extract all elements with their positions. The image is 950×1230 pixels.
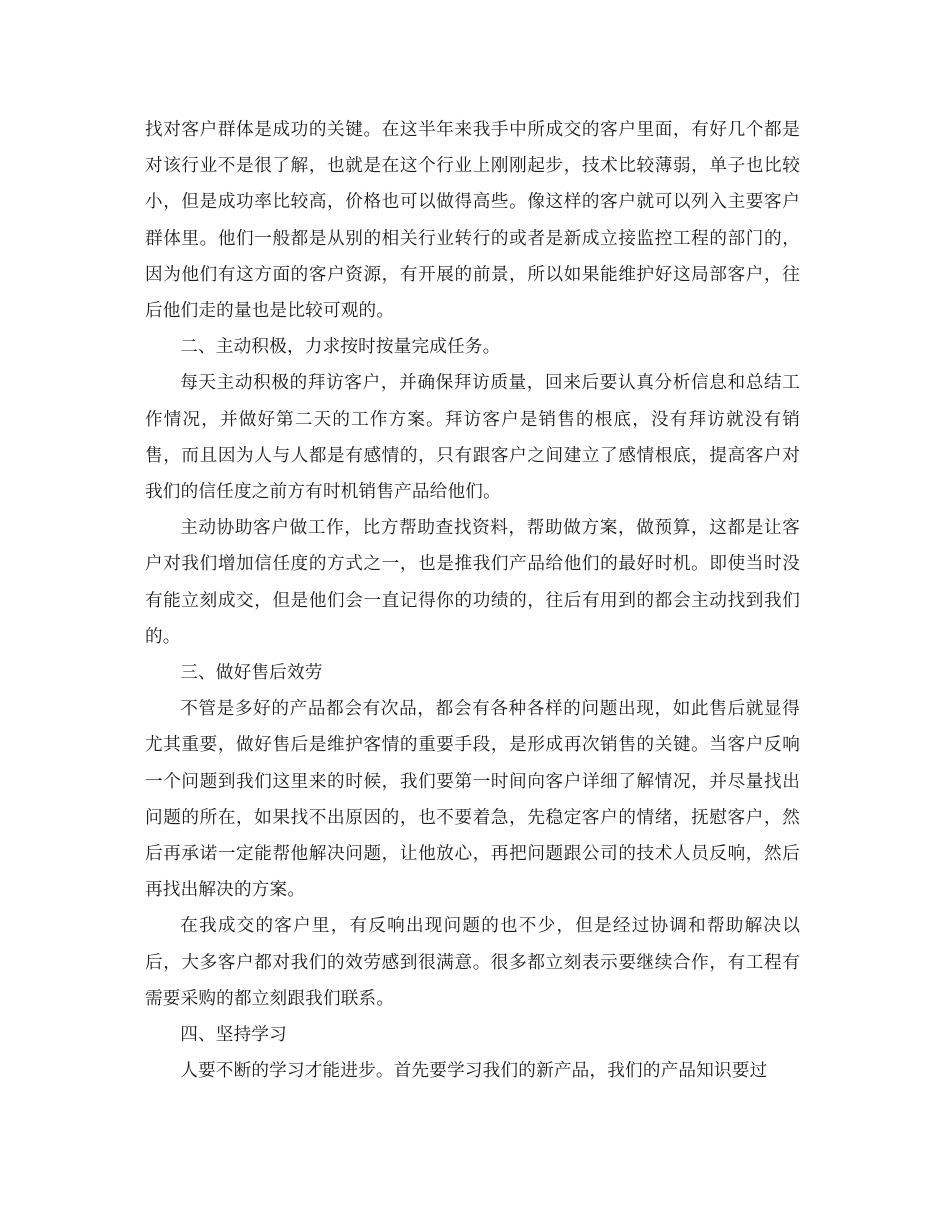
paragraph-keep-learning: 人要不断的学习才能进步。首先要学习我们的新产品，我们的产品知识要过 (180, 1061, 768, 1082)
paragraph-client-feedback: 在我成交的客户里，有反响出现问题的也不少，但是经过协调和帮助解决以后，大多客户都对我们的效劳感到很满意。很多都立刻表示要继续合作，有工程有需要采购的都立刻跟我们联系。 (145, 916, 800, 1009)
section-heading-4: 四、坚持学习 (180, 1025, 287, 1046)
paragraph-assist-clients: 主动协助客户做工作，比方帮助查找资料，帮助做方案，做预算，这都是让客户对我们增加信任度的方式之一，也是推我们产品给他们的最好时机。即使当时没有能立刻成交，但是他们会一直记得你的功绩的，往后有用到的都会主动找到我们的。 (145, 518, 800, 647)
paragraph-continuation: 找对客户群体是成功的关键。在这半年来我手中所成交的客户里面，有好几个都是对该行业不是很了解，也就是在这个行业上刚刚起步，技术比较薄弱，单子也比较小，但是成功率比较高，价格也可以做得高些。像这样的客户就可以列入主要客户群体里。他们一般都是从别的相关行业转行的或者是新成立接监控工程的部门的，因为他们有这方面的客户资源，有开展的前景，所以如果能维护好这局部客户，往后他们走的量也是比较可观的。 (145, 120, 800, 322)
document-body (145, 112, 800, 1089)
section-heading-2: 二、主动积极，力求按时按量完成任务。 (180, 337, 501, 358)
section-heading-3: 三、做好售后效劳 (180, 663, 323, 684)
paragraph-daily-visits: 每天主动积极的拜访客户，并确保拜访质量，回来后要认真分析信息和总结工作情况，并做好第二天的工作方案。拜访客户是销售的根底，没有拜访就没有销售，而且因为人与人都是有感情的，只有跟客户之间建立了感情根底，提高客户对我们的信任度之前方有时机销售产品给他们。 (145, 373, 800, 503)
paragraph-after-sales: 不管是多好的产品都会有次品，都会有各种各样的问题出现，如此售后就显得尤其重要，做好售后是维护客情的重要手段，是形成再次销售的关键。当客户反响一个问题到我们这里来的时候，我们要第一时间向客户详细了解情况，并尽量找出问题的所在，如果找不出原因的，也不要着急，先稳定客户的情绪，抚慰客户，然后再承诺一定能帮他解决问题，让他放心，再把问题跟公司的技术人员反响，然后再找出解决的方案。 (145, 699, 800, 901)
